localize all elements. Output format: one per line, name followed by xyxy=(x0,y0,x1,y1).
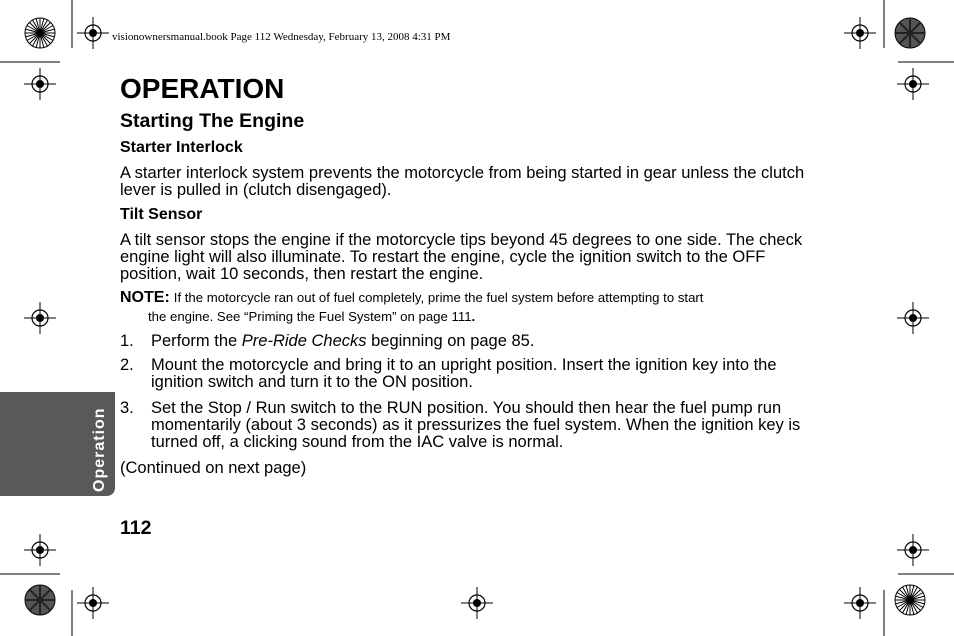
page-title: OPERATION xyxy=(120,73,285,104)
note-line-2-end: . xyxy=(471,308,476,324)
step-number: 2. xyxy=(120,356,134,374)
note-block xyxy=(120,289,820,326)
note-line-1: If the motorcycle ran out of fuel completely, prime the fuel system before attempting to start xyxy=(173,290,704,305)
step-1 xyxy=(120,333,820,350)
step-number: 3. xyxy=(120,399,134,417)
tilt-sensor-text: A tilt sensor stops the engine if the motorcycle tips beyond 45 degrees to one side. The check engine light will also illuminate. To restart the engine, cycle the ignition switch to the OFF position, wait 10 seconds, then restart the engine. xyxy=(120,231,803,283)
starter-interlock-heading: Starter Interlock xyxy=(120,139,243,156)
step-1-link-text: Pre-Ride Checks xyxy=(241,332,367,350)
step-1-pre: Perform the xyxy=(151,332,242,350)
step-2 xyxy=(120,357,820,391)
tilt-sensor-heading: Tilt Sensor xyxy=(120,206,203,223)
step-3-text: Set the Stop / Run switch to the RUN position. You should then hear the fuel pump run momentarily (about 3 seconds) as it pressurizes the fuel system. When the ignition key is turned off, a clicking sound from the IAC valve is normal. xyxy=(151,399,801,451)
section-title: Starting The Engine xyxy=(120,110,305,132)
step-2-text: Mount the motorcycle and bring it to an upright position. Insert the ignition key into the ignition switch and turn it to the ON position. xyxy=(151,356,777,391)
print-header: visionownersmanual.book Page 112 Wednesday, February 13, 2008 4:31 PM xyxy=(112,31,451,43)
page-number: 112 xyxy=(120,517,152,539)
note-label: NOTE: xyxy=(120,289,170,306)
side-tab-label: Operation xyxy=(91,407,108,492)
step-1-post: beginning on page 85. xyxy=(366,332,535,350)
side-tab-label-anchor xyxy=(91,407,108,493)
step-number: 1. xyxy=(120,332,134,350)
step-3 xyxy=(120,400,820,451)
continued-note: (Continued on next page) xyxy=(120,459,307,477)
note-line-2: the engine. See “Priming the Fuel System” on page 111 xyxy=(148,308,472,324)
starter-interlock-text: A starter interlock system prevents the motorcycle from being started in gear unless the clutch lever is pulled in (clutch disengaged). xyxy=(120,164,805,199)
